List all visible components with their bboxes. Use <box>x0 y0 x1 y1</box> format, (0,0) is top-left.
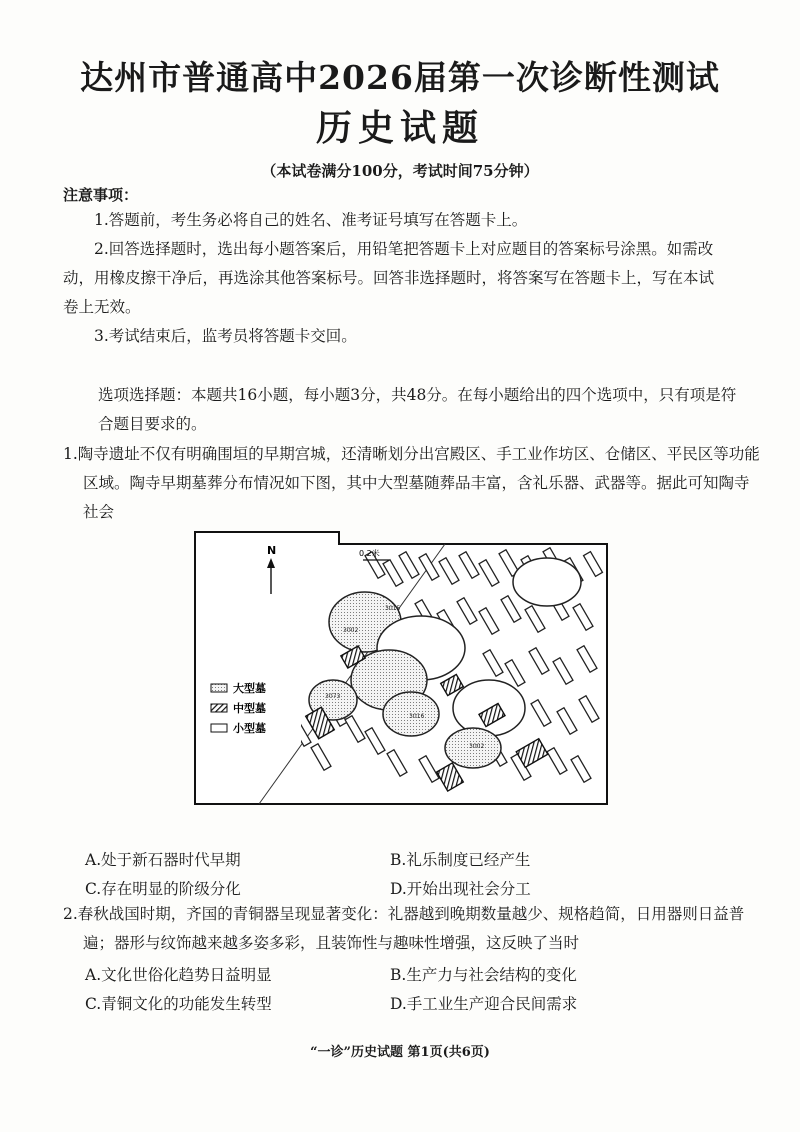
note-3: 3.考试结束后，监考员将答题卡交回。 <box>94 327 357 345</box>
q1-option-c[interactable]: C.存在明显的阶级分化 <box>85 880 241 898</box>
tomb-label: 3002 <box>343 627 359 634</box>
q1-option-b[interactable]: B.礼乐制度已经产生 <box>390 851 531 869</box>
tomb-label: 3073 <box>325 693 341 700</box>
q1-option-d[interactable]: D.开始出现社会分工 <box>390 880 531 898</box>
note-1: 1.答题前，考生务必将自己的姓名、准考证号填写在答题卡上。 <box>94 211 528 229</box>
tomb-label: 3015 <box>385 605 401 612</box>
section-instructions: 选项选择题：本题共16小题，每小题3分，共48分。在每小题给出的四个选项中，只有项是符合题目要求的。 <box>98 386 737 433</box>
q2-option-c[interactable]: C.青铜文化的功能发生转型 <box>85 995 272 1013</box>
question-2-stem: 2.春秋战国时期，齐国的青铜器呈现显著变化：礼器越到晚期数量越少、规格趋简，日用器则日益普遍；器形与纹饰越来越多姿多彩，且装饰性与趣味性增强，这反映了当时 <box>63 905 745 952</box>
tomb-label: 3016 <box>409 713 425 720</box>
question-1-stem: 1.陶寺遗址不仅有明确围垣的早期宫城，还清晰划分出宫殿区、手工业作坊区、仓储区、平民区等功能区域。陶寺早期墓葬分布情况如下图，其中大型墓随葬品丰富，含礼乐器、武器等。据此可知陶寺社会 <box>63 445 760 521</box>
q2-option-a[interactable]: A.文化世俗化趋势日益明显 <box>85 966 272 984</box>
page-footer: “一诊”历史试题 第1页(共6页) <box>310 1045 490 1060</box>
q1-option-a[interactable]: A.处于新石器时代早期 <box>85 851 241 869</box>
q2-option-b[interactable]: B.生产力与社会结构的变化 <box>390 966 577 984</box>
subject-title: 历史试题 <box>315 107 484 149</box>
tomb-label: 3002 <box>469 743 485 750</box>
tomb-map <box>193 530 611 806</box>
exam-info: （本试卷满分100分，考试时间75分钟） <box>261 162 539 180</box>
note-2: 2.回答选择题时，选出每小题答案后，用铅笔把答题卡上对应题目的答案标号涂黑。如需改动，用橡皮擦干净后，再选涂其他答案标号。回答非选择题时，将答案写在答题卡上，写在本试卷上无效。 <box>63 240 715 316</box>
legend-large: 大型墓 <box>233 682 266 695</box>
svg-text:N: N <box>267 544 277 557</box>
q2-option-d[interactable]: D.手工业生产迎合民间需求 <box>390 995 578 1013</box>
exam-title: 达州市普通高中2026届第一次诊断性测试 <box>80 58 720 97</box>
legend-medium: 中型墓 <box>233 702 266 715</box>
svg-text:0 2米: 0 2米 <box>359 549 380 558</box>
notes-heading: 注意事项： <box>63 186 139 204</box>
legend-small: 小型墓 <box>233 722 266 735</box>
map-legend <box>207 680 301 742</box>
